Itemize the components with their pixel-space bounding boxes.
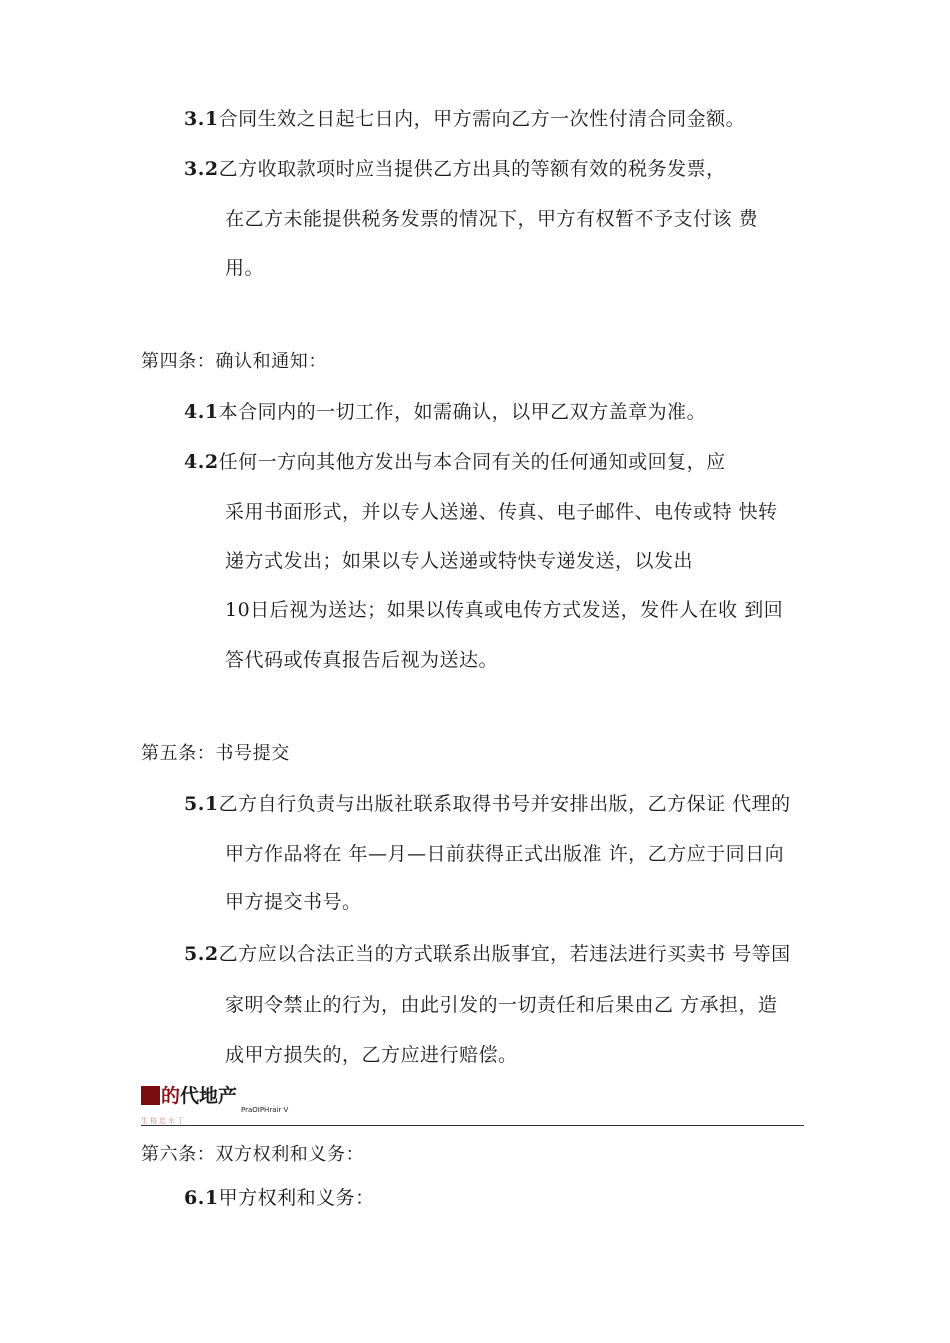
clause-text: 甲方权利和义务： (218, 1187, 375, 1209)
clause-text: 乙方自行负责与出版社联系取得书号并安排出版，乙方保证 代理的 (218, 793, 791, 815)
clause-4-2-line-3: 递方式发出；如果以专人送递或特快专递发送，以发出 (225, 550, 694, 572)
clause-3-1 (184, 107, 745, 131)
clause-6-1 (184, 1186, 375, 1210)
clause-text: 乙方应以合法正当的方式联系出版事宜，若违法进行买卖书 号等国 (218, 943, 791, 965)
logo-text-rest: 代地产 (180, 1085, 238, 1107)
clause-4-1 (184, 400, 706, 424)
logo-text-first: 的 (161, 1085, 181, 1107)
clause-3-2-line-2: 在乙方未能提供税务发票的情况下，甲方有权暂不予支付该 费 (225, 208, 759, 230)
article-6-heading: 第六条：双方权利和义务： (141, 1144, 365, 1165)
clause-5-1-line-2: 甲方作品将在 年—月—日前获得正式出版准 许，乙方应于同日向 (225, 843, 785, 865)
clause-4-2-line-2: 采用书面形式，并以专人送递、传真、电子邮件、电传或特 快转 (225, 501, 778, 523)
clause-4-2-line-4: 10日后视为送达；如果以传真或电传方式发送，发件人在收 到回 (225, 599, 784, 621)
article-4-heading: 第四条：确认和通知： (141, 351, 327, 372)
clause-5-1-line-3: 甲方提交书号。 (225, 891, 362, 913)
header-divider (141, 1125, 804, 1126)
clause-5-2-line-3: 成甲方损失的，乙方应进行赔偿。 (225, 1044, 518, 1066)
clause-number: 4.1 (184, 401, 219, 423)
logo-subtitle-chinese: 生格迄水丁 (141, 1117, 186, 1125)
clause-5-2-line-2: 家明令禁止的行为，由此引发的一切责任和后果由乙 方承担，造 (225, 994, 778, 1016)
clause-5-2 (184, 942, 791, 966)
clause-3-2 (184, 157, 726, 181)
logo-text (161, 1083, 237, 1109)
logo-square-icon (141, 1086, 160, 1105)
clause-number: 3.2 (184, 158, 219, 180)
clause-number: 6.1 (184, 1187, 219, 1209)
clause-4-2 (184, 450, 726, 474)
clause-number: 5.1 (184, 793, 219, 815)
logo-subtitle-latin: PraOIPHrair V (241, 1106, 289, 1114)
clause-text: 本合同内的一切工作，如需确认，以甲乙双方盖章为准。 (218, 401, 707, 423)
article-5-heading: 第五条：书号提交 (141, 743, 290, 764)
clause-4-2-line-5: 答代码或传真报告后视为送达。 (225, 649, 499, 671)
clause-number: 5.2 (184, 943, 219, 965)
clause-3-2-line-3: 用。 (225, 257, 265, 279)
clause-text: 合同生效之日起七日内，甲方需向乙方一次性付清合同金额。 (218, 108, 746, 130)
clause-number: 3.1 (184, 108, 219, 130)
clause-text: 任何一方向其他方发出与本合同有关的任何通知或回复，应 (218, 451, 726, 473)
clause-5-1 (184, 792, 791, 816)
clause-number: 4.2 (184, 451, 219, 473)
clause-text: 乙方收取款项时应当提供乙方出具的等额有效的税务发票， (218, 158, 726, 180)
